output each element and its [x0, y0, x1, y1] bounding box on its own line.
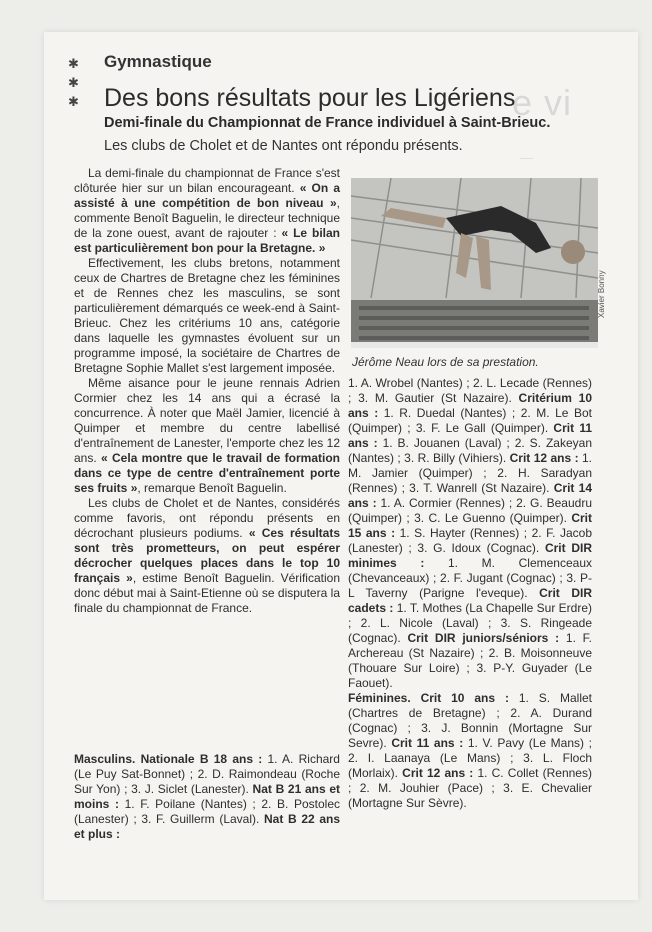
deck: Les clubs de Cholet et de Nantes ont répondu présents.	[104, 138, 463, 154]
margin-marks: ✱ ✱ ✱	[68, 56, 79, 109]
section-rubric: Gymnastique	[104, 52, 212, 71]
paragraph-4: Les clubs de Cholet et de Nantes, considérés comme favoris, ont répondu présents en décrochant plusieurs podiums. « Ces résultats sont très prometteurs, on peut espérer décrocher quelques places dans le top 10 français », estime Benoît Baguelin. Vérification donc début mai à Saint-Etienne où se disputera la finale du championnat de France.	[74, 496, 340, 615]
headline: Des bons résultats pour les Ligériens	[104, 84, 516, 112]
subheadline: Demi-finale du Championnat de France individuel à Saint-Brieuc.	[104, 115, 551, 131]
paragraph-1: La demi-finale du championnat de France s'est clôturée hier sur un bilan encourageant. « On a assisté à une compétition de bon niveau », commente Benoît Baguelin, le directeur technique de la zone ouest, avant de rajouter : « Le bilan est particulièrement bon pour la Bretagne. »	[74, 166, 341, 255]
bleed-through-text-small: —	[520, 150, 533, 165]
article-body	[74, 166, 340, 616]
bleed-through-text: e vi	[512, 82, 573, 123]
photo-credit: Xavier Bonny	[597, 270, 606, 318]
article-photo	[351, 178, 598, 348]
paragraph-2: Effectivement, les clubs bretons, notamment ceux de Chartres de Bretagne chez les féminines et de Rennes chez les masculins, se sont particulièrement démarqués ce week-end à Saint-Brieuc. Chez les critériums 10 ans, catégorie dans laquelle les gymnastes évoluent sur un programme imposé, la sociétaire de Chartres de Bretagne Sophie Mallet s'est largement imposée.	[74, 256, 340, 375]
results-part-1: Masculins. Nationale B 18 ans : 1. A. Richard (Le Puy Sat-Bonnet) ; 2. D. Raimondeau (Roche Sur Yon) ; 3. J. Siclet (Lanester). Nat B 21 ans et moins : 1. F. Poilane (Nantes) ; 2. B. Postolec (Lanester) ; 3. F. Guillerm (Laval). Nat B 22 ans et plus :	[74, 752, 340, 841]
paragraph-3: Même aisance pour le jeune rennais Adrien Cormier chez les 14 ans qui a écrasé la concurrence. À noter que Maël Jamier, licencié à Quimper et membre du centre labellisé d'entraînement de Lanester, l'emporte chez les 12 ans. « Cela montre que le travail de formation dans ce type de centre d'entraînement porte ses fruits », remarque Benoît Baguelin.	[74, 376, 341, 495]
gymnast-photo-illustration	[351, 178, 598, 348]
results-part-2: 1. A. Wrobel (Nantes) ; 2. L. Lecade (Rennes) ; 3. M. Gautier (St Nazaire). Critérium 10 ans : 1. R. Duedal (Nantes) ; 2. M. Le Bot (Quimper) ; 3. F. Le Gall (Quimper). Crit 11 ans : 1. B. Jouanen (Laval) ; 2. S. Zakeyan (Nantes) ; 3. R. Billy (Vihiers). Crit 12 ans : 1. M. Jamier (Quimper) ; 2. H. Saradyan (Rennes) ; 3. T. Wanrell (St Nazaire). Crit 14 ans : 1. A. Cormier (Rennes) ; 2. G. Beaudru (Quimper) ; 3. C. Le Guenno (Quimper). Crit 15 ans : 1. S. Hayter (Rennes) ; 2. F. Jacob (Lanester) ; 3. G. Idoux (Cognac). Crit DIR minimes : 1. M. Clemenceaux (Chevanceaux) ; 2. F. Jugant (Cognac) ; 3. P-L Taverny (Parigne l'eveque). Crit DIR cadets : 1. T. Mothes (La Chapelle Sur Erdre) ; 2. L. Nicole (Laval) ; 3. S. Ringeade (Cognac). Crit DIR juniors/séniors : 1. F. Archereau (St Nazaire) ; 2. B. Moisonneuve (Thouare Sur Loire) ; 3. P-Y. Guyader (Le Faouet). Féminines. Crit 10 ans : 1. S. Mallet (Chartres de Bretagne) ; 2. A. Durand (Cognac) ; 3. J. Bonnin (Mortagne Sur Sevre). Crit 11 ans : 1. V. Pavy (Le Mans) ; 2. I. Laanaya (Le Mans) ; 3. L. Floch (Morlaix). Crit 12 ans : 1. C. Collet (Rennes) ; 2. M. Jouhier (Pace) ; 3. E. Chevalier (Mortagne Sur Sèvre).	[348, 376, 593, 810]
photo-caption: Jérôme Neau lors de sa prestation.	[352, 355, 539, 369]
